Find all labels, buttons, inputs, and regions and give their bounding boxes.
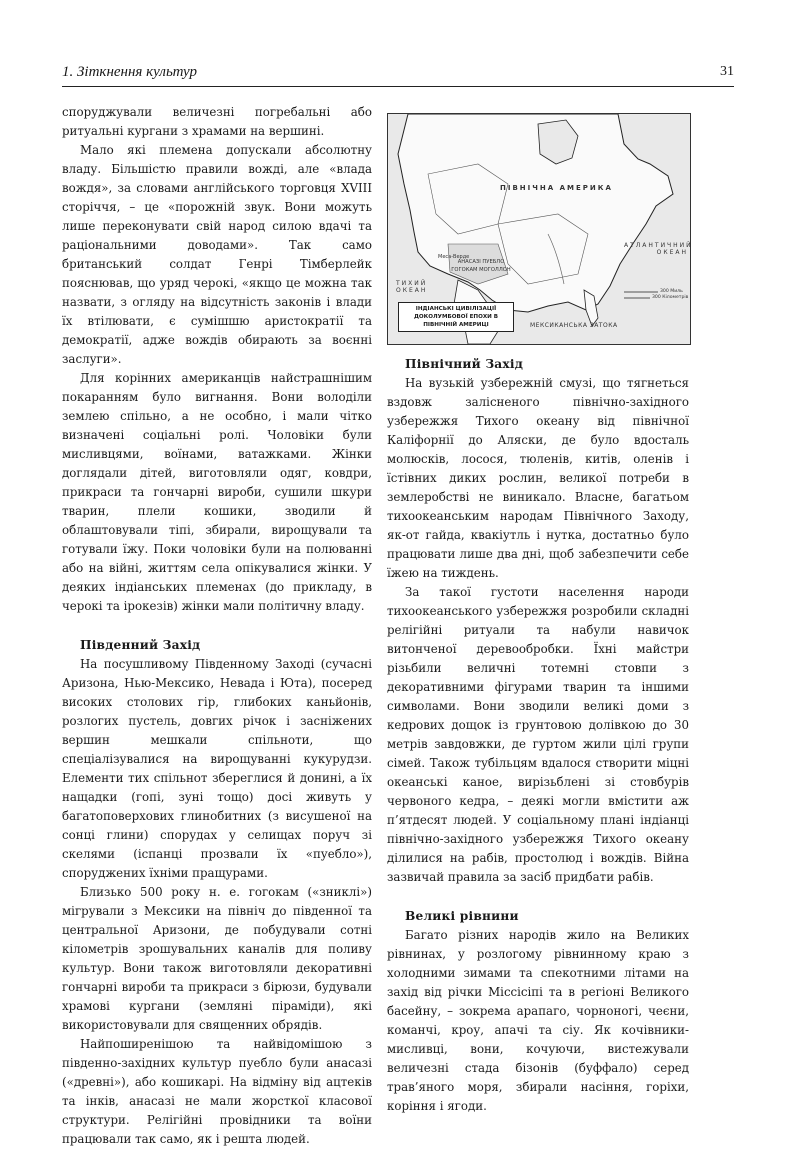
map-caption: ІНДІАНСЬКІ ЦИВІЛІЗАЦІЇ ДОКОЛУМБОВОЇ ЕПОХИ В ПІВНІЧНІЙ АМЕРИЦІ <box>398 302 514 332</box>
map-label-mesa: Меса-Верде <box>438 254 470 260</box>
page-header <box>62 62 734 87</box>
section-heading-plains: Великі рівнини <box>405 909 519 923</box>
paragraph: споруджували величезні погребальні або ритуальні кургани з храмами на вершині. <box>62 105 372 138</box>
section-heading-southwest: Південний Захід <box>80 638 201 652</box>
paragraph: За такої густоти населення народи тихоокеанського узбережжя розробили складні релігійні ритуали та набули навичок витонченої деревообробки. Їхні майстри різьбили величні тотемні стовпи з декоративними фігурами тварин та іншими символами. Вони зводили великі доми з кедрових дощок із грунтовою долівкою до 30 метрів завдовжки, де гуртом жили цілі групи сімей. Також тубільцям вдалося створити міцні океанські каное, вирізьблені зі стовбурів червоного кедра, – деякі могли вмістити аж п’ятдесят людей. У соціальному плані індіанці північно-західного узбережжя Тихого океану ділилися на рабів, простолюд і вождів. Війна зазвичай правила за засіб придбати рабів. <box>387 585 689 884</box>
section-heading-northwest: Північний Захід <box>405 357 524 371</box>
map-label-cultures: АНАСАЗІ ПУЕБЛО ГОГОКАМ МОГОЛЛОН <box>451 259 511 273</box>
paragraph: Близько 500 року н. е. гогокам («зниклі») мігрували з Мексики на північ до південної та центральної Аризони, де побудували сотні кілометрів зрошувальних каналів для поливу культур. Вони також виготовляли декоративні гончарні вироби та прикраси з бірюзи, будували храмові кургани (земляні піраміди), які використовували для священних обрядів. <box>62 885 372 1032</box>
left-column <box>62 103 372 1149</box>
running-title: 1. Зіткнення культур <box>62 64 198 80</box>
map-figure <box>387 113 691 345</box>
paragraph: Найпоширенішою та найвідомішою з південно-західних культур пуебло були анасазі («древні»), або кошикарі. На відміну від ацтеків та інків, анасазі не мали жорсткої класової структури. Релігійні провідники та воїни працювали так само, як і решта людей. <box>62 1037 372 1146</box>
paragraph: Багато різних народів жило на Великих рівнинах, у розлогому рівнинному краю з холодними зимами та спекотними літами на захід від річки Міссісіпі та в регіоні Великого басейну, – зокрема арапаго, чорноногі, чеєни, команчі, кроу, апачі та сіу. Як кочівники-мисливці, вони, кочуючи, вистежували величезні стада бізонів (буффало) серед трав’яного моря, збирали насіння, горіхи, коріння і ягоди. <box>387 928 689 1113</box>
right-column <box>387 355 689 1116</box>
page-number: 31 <box>720 64 734 79</box>
paragraph: На вузькій узбережній смузі, що тягнеться вздовж залісненого північно-західного узбережжя Тихого океану від північної Каліфорнії до Аляски, де було вдосталь молюсків, лосося, тюленів, китів, оленів і їстівних диких рослин, великої потреби в землеробстві не виникало. Власне, багатьом тихоокеанським народам Північного Заходу, як-от гайда, квакіутль і нутка, достатньо було працювати лише два дні, щоб забезпечити себе їжею на тиждень. <box>387 376 689 580</box>
map-label-atlantic: АТЛАНТИЧНИЙ ОКЕАН <box>624 242 693 256</box>
map-label-pacific: ТИХИЙ ОКЕАН <box>396 280 428 294</box>
paragraph: Мало які племена допускали абсолютну владу. Більшістю правили вожді, але «влада вождя», за словами англійського торговця XVIII сторіччя, – це «порожній звук. Вони можуть лише переконувати свій народ силою вдачі та раціональними доводами». Так само британський солдат Генрі Тімберлейк пояснював, що уряд черокі, «якщо це можна так назвати, з огляду на відсутність законів і влади їх втілювати, є сумішшю аристократії та демократії, адже вождів обирають за воєнні заслуги». <box>62 143 372 366</box>
paragraph: На посушливому Південному Заході (сучасні Аризона, Нью-Мексико, Невада і Юта), посеред високих столових гір, глибоких каньйонів, розлогих пустель, довгих річок і засніжених вершин мешкали спільноти, що спеціалізувалися на вирощуванні кукурудзи. Елементи тих спільнот збереглися й донині, а їх нащадки (гопі, зуні тощо) досі живуть у багатоповерхових глинобитних (з висушеної на сонці глини) спорудах у селищах поруч зі скелями (іспанці прозвали їх «пуебло»), споруджених їхніми пращурами. <box>62 657 372 880</box>
paragraph: Для корінних американців найстрашнішим покаранням було вигнання. Вони володіли землею спільно, а не особно, і мали чітко визначені соціальні ролі. Чоловіки були мисливцями, воїнами, ватажками. Жінки доглядали дітей, виготовляли одяг, ковдри, прикраси та гончарні вироби, сушили шкури тварин, плели кошики, зводили й облаштовували тіпі, збирали, вирощували та готували їжу. Поки чоловіки були на полюванні або на війні, життям села опікувалися жінки. У деяких індіанських племенах (до прикладу, в черокі та ірокезів) жінки мали політичну владу. <box>62 371 372 613</box>
map-label-gulf: МЕКСИКАНСЬКА ЗАТОКА <box>530 322 618 329</box>
map-scale-miles: 300 Миль <box>660 289 683 294</box>
map-scale-km: 300 Кілометрів <box>652 295 689 300</box>
map-label-north-america: ПІВНІЧНА АМЕРИКА <box>500 184 613 192</box>
